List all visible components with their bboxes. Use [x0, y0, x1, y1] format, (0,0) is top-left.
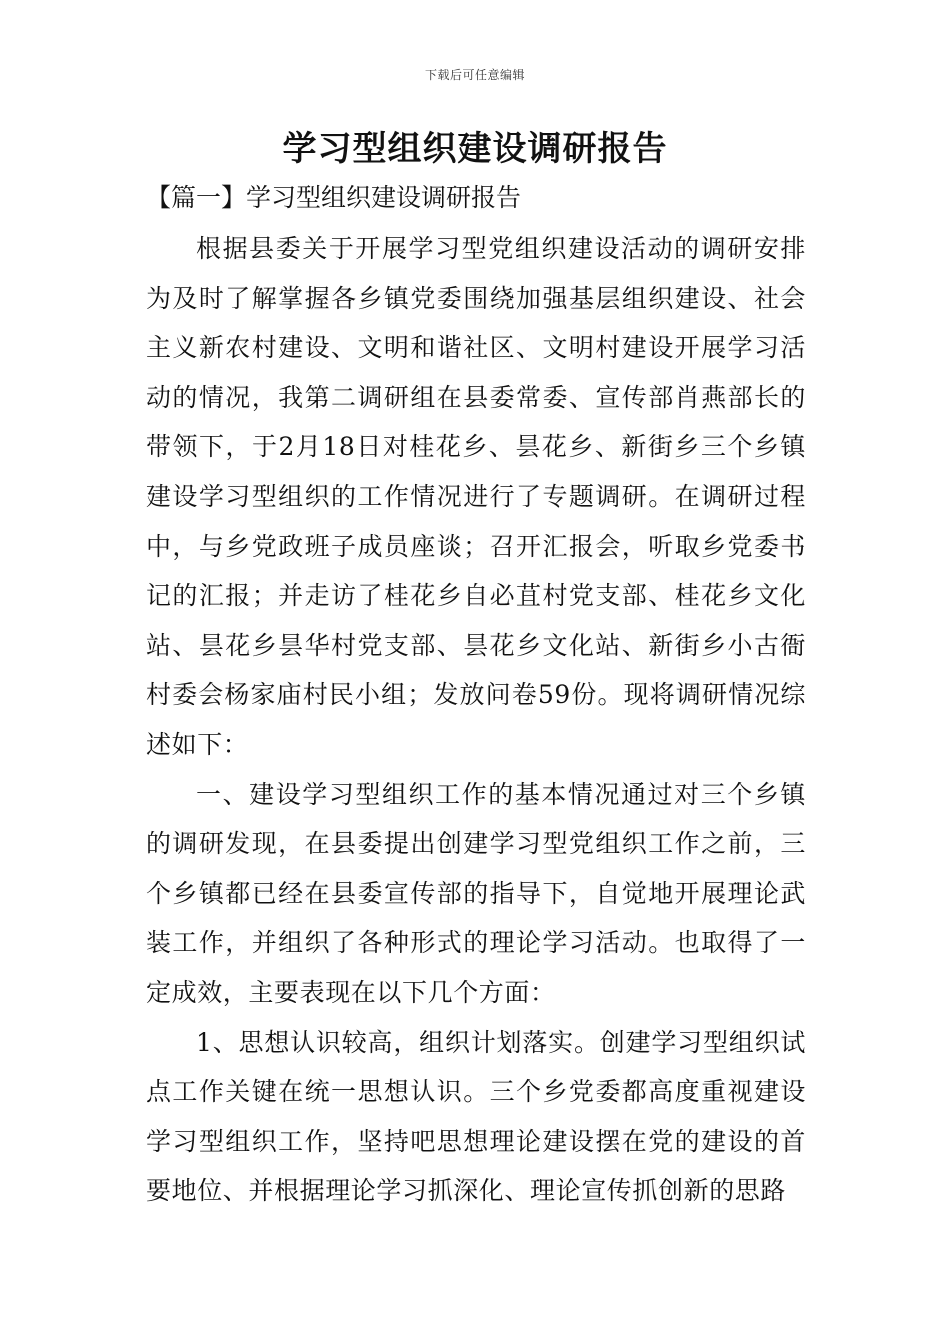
section-heading: 【篇一】学习型组织建设调研报告: [146, 183, 522, 212]
body-text: [146, 224, 806, 1216]
paragraph-intro: 根据县委关于开展学习型党组织建设活动的调研安排为及时了解掌握各乡镇党委围绕加强基层组织建设、社会主义新农村建设、文明和谐社区、文明村建设开展学习活动的情况，我第二调研组在县委常委、宣传部肖燕部长的带领下，于2月18日对桂花乡、昙花乡、新街乡三个乡镇建设学习型组织的工作情况进行了专题调研。在调研过程中，与乡党政班子成员座谈；召开汇报会，听取乡党委书记的汇报；并走访了桂花乡自必苴村党支部、桂花乡文化站、昙花乡昙华村党支部、昙花乡文化站、新街乡小古衙村委会杨家庙村民小组；发放问卷59份。现将调研情况综述如下：: [146, 234, 806, 759]
document-title: 学习型组织建设调研报告: [282, 129, 668, 169]
header-note: 下载后可任意编辑: [424, 68, 525, 82]
paragraph-basic-situation: 一、建设学习型组织工作的基本情况通过对三个乡镇的调研发现，在县委提出创建学习型党组织工作之前，三个乡镇都已经在县委宣传部的指导下，自觉地开展理论武装工作，并组织了各种形式的理论学习活动。也取得了一定成效，主要表现在以下几个方面：: [146, 779, 806, 1007]
paragraph-point-one: 1、思想认识较高，组织计划落实。创建学习型组织试点工作关键在统一思想认识。三个乡党委都高度重视建设学习型组织工作，坚持吧思想理论建设摆在党的建设的首要地位、并根据理论学习抓深化、理论宣传抓创新的思路: [146, 1027, 806, 1206]
